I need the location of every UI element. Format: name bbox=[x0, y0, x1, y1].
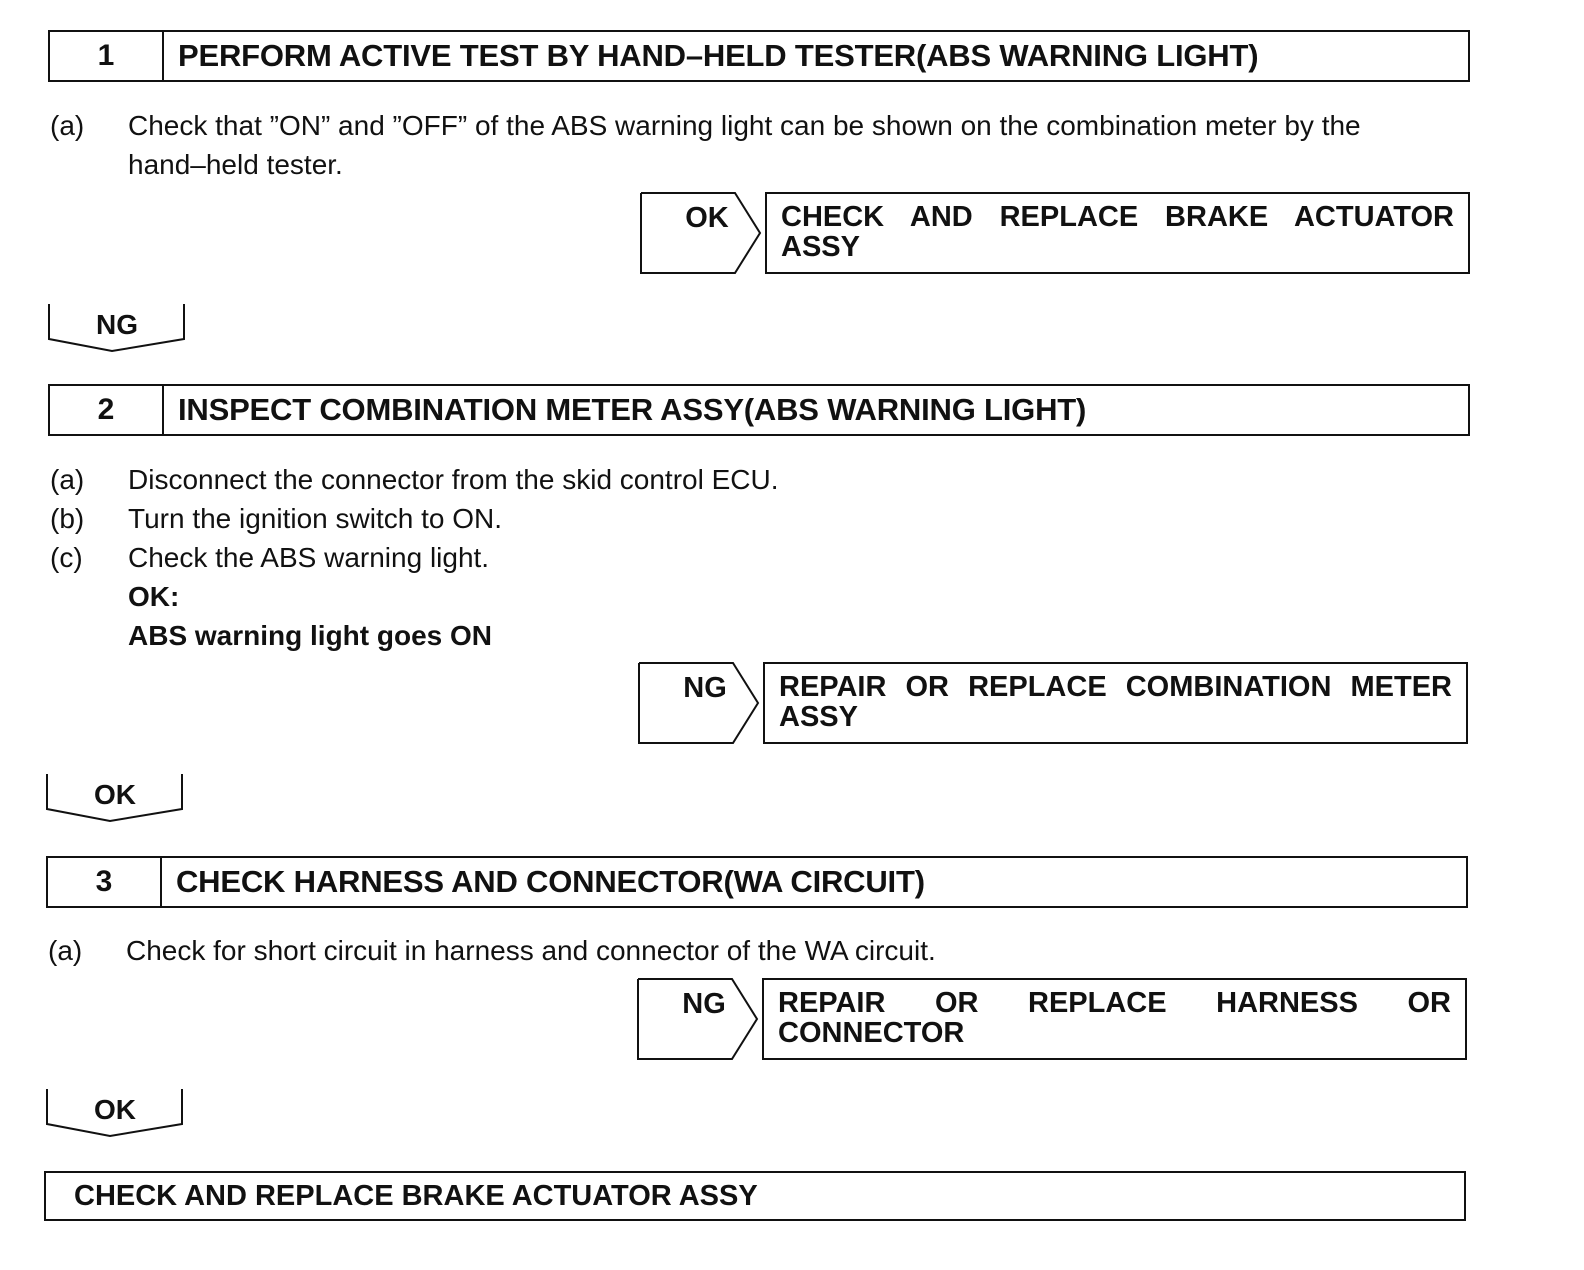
step-1-flow-tab bbox=[48, 303, 186, 353]
item-text-line2: hand–held tester. bbox=[128, 149, 343, 180]
step-1-action-box: CHECK AND REPLACE BRAKE ACTUATOR ASSY bbox=[765, 192, 1470, 274]
item-text: Check for short circuit in harness and connector of the WA circuit. bbox=[126, 935, 936, 966]
item-text: Turn the ignition switch to ON. bbox=[128, 503, 503, 534]
step-3-item-a bbox=[48, 931, 1348, 970]
item-label: (b) bbox=[50, 503, 85, 534]
step-1-header bbox=[48, 30, 1470, 82]
step-3-action-box: REPAIR OR REPLACE HARNESS OR CONNECTOR bbox=[762, 978, 1467, 1060]
step-2-item-a bbox=[50, 460, 1250, 499]
step-2-item-c bbox=[50, 538, 1250, 577]
flow-label: OK bbox=[94, 1094, 136, 1125]
flow-label: OK bbox=[94, 779, 136, 810]
final-action-box: CHECK AND REPLACE BRAKE ACTUATOR ASSY bbox=[44, 1171, 1466, 1221]
item-label: (c) bbox=[50, 542, 83, 573]
item-text-line1: Check that ”ON” and ”OFF” of the ABS warning light can be shown on the combination meter by the bbox=[128, 110, 1361, 141]
step-3-result-tag bbox=[637, 978, 762, 1060]
item-text: Check the ABS warning light. bbox=[128, 542, 490, 573]
result-tag-label: NG bbox=[683, 672, 727, 704]
step-2-action-box: REPAIR OR REPLACE COMBINATION METER ASSY bbox=[763, 662, 1468, 744]
step-2-header bbox=[48, 384, 1470, 436]
item-label: (a) bbox=[50, 464, 85, 495]
result-tag-label: OK bbox=[685, 202, 729, 234]
step-3-header bbox=[46, 856, 1468, 908]
result-tag-label: NG bbox=[682, 988, 726, 1020]
step-title: CHECK HARNESS AND CONNECTOR(WA CIRCUIT) bbox=[176, 864, 925, 899]
step-title: PERFORM ACTIVE TEST BY HAND–HELD TESTER(ABS WARNING LIGHT) bbox=[178, 38, 1259, 73]
step-1-item-a bbox=[50, 106, 1490, 186]
item-label: (a) bbox=[50, 110, 85, 141]
step-2-item-b bbox=[50, 499, 1250, 538]
item-label: (a) bbox=[48, 935, 83, 966]
step-number: 3 bbox=[48, 858, 162, 906]
ok-condition: ABS warning light goes ON bbox=[128, 620, 493, 651]
step-title: INSPECT COMBINATION METER ASSY(ABS WARNING LIGHT) bbox=[178, 392, 1087, 427]
flow-label: NG bbox=[96, 309, 138, 340]
step-2-result-tag bbox=[638, 662, 763, 744]
item-text: Disconnect the connector from the skid control ECU. bbox=[128, 464, 779, 495]
step-number: 1 bbox=[50, 32, 164, 80]
ok-heading: OK: bbox=[128, 581, 180, 612]
step-3-flow-tab bbox=[46, 1088, 184, 1138]
step-2-flow-tab bbox=[46, 773, 184, 823]
step-1-result-tag bbox=[640, 192, 765, 274]
step-number: 2 bbox=[50, 386, 164, 434]
